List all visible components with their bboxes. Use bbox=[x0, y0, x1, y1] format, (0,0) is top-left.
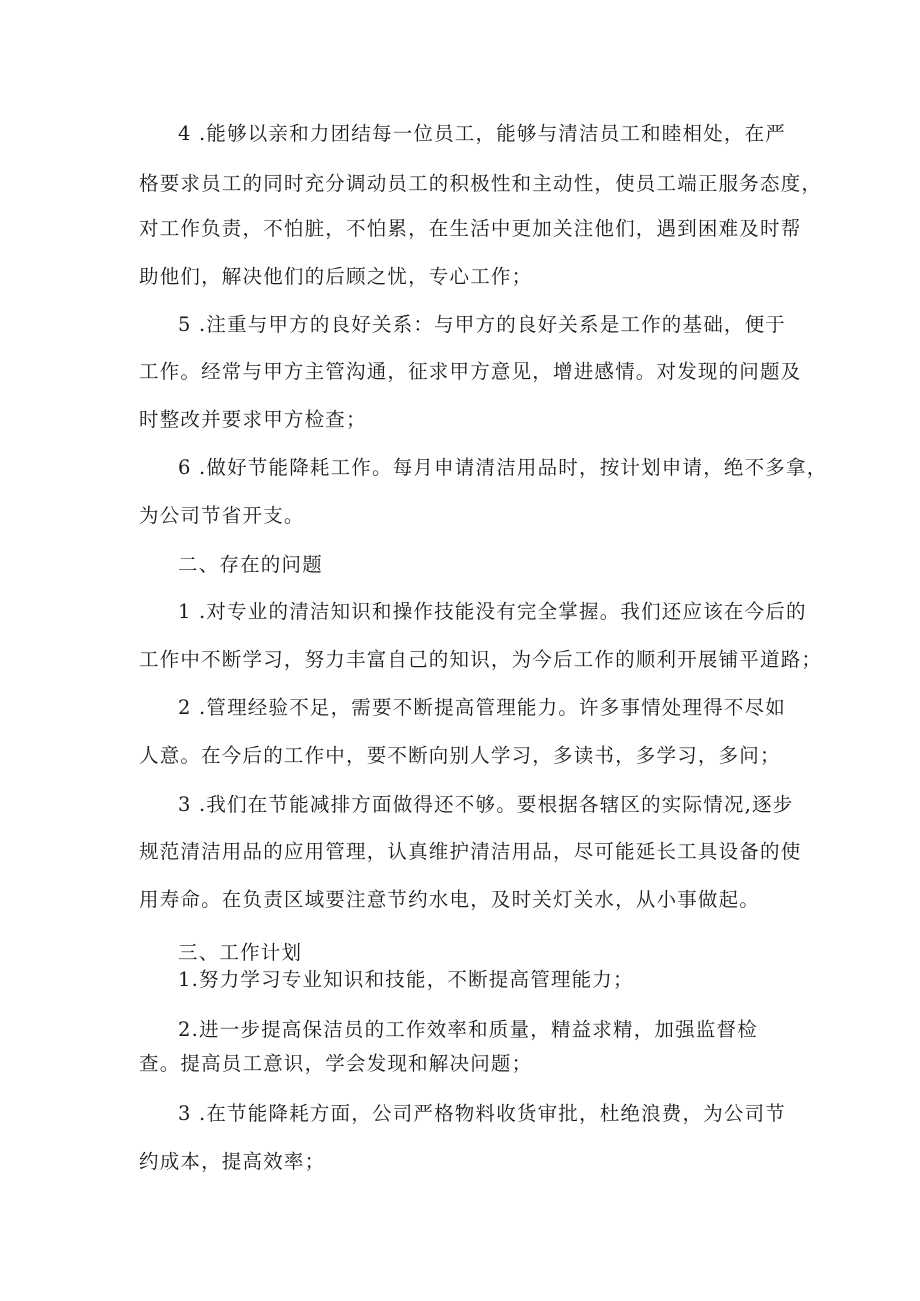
section-heading-work-plan: 三、工作计划 bbox=[178, 941, 303, 964]
plan-3-line-1: 3 .在节能降耗方面，公司严格物料收货审批，杜绝浪费，为公司节 bbox=[178, 1102, 787, 1125]
problem-3-line-3: 用寿命。在负责区域要注意节约水电，及时关灯关水，从小事做起。 bbox=[139, 888, 761, 911]
paragraph-5-line-1: 5 .注重与甲方的良好关系：与甲方的良好关系是工作的基础，便于 bbox=[178, 313, 787, 336]
plan-1-line-1: 1.努力学习专业知识和技能，不断提高管理能力； bbox=[178, 968, 634, 991]
problem-2-line-1: 2 .管理经验不足，需要不断提高管理能力。许多事情处理得不尽如 bbox=[178, 696, 787, 719]
paragraph-4-line-4: 助他们，解决他们的后顾之忧，专心工作； bbox=[139, 265, 533, 288]
section-heading-problems: 二、存在的问题 bbox=[178, 553, 323, 576]
plan-3-line-2: 约成本，提高效率； bbox=[139, 1150, 326, 1173]
paragraph-5-line-3: 时整改并要求甲方检查； bbox=[139, 408, 367, 431]
problem-3-line-2: 规范清洁用品的应用管理，认真维护清洁用品，尽可能延长工具设备的使 bbox=[139, 840, 802, 863]
plan-2-line-2: 查。提高员工意识，学会发现和解决问题； bbox=[139, 1052, 533, 1075]
paragraph-4-line-1: 4 .能够以亲和力团结每一位员工，能够与清洁员工和睦相处，在严 bbox=[178, 122, 787, 145]
paragraph-4-line-2: 格要求员工的同时充分调动员工的积极性和主动性，使员工端正服务态度， bbox=[139, 172, 823, 195]
problem-1-line-1: 1 .对专业的清洁知识和操作技能没有完全掌握。我们还应该在今后的 bbox=[178, 600, 807, 623]
problem-1-line-2: 工作中不断学习，努力丰富自己的知识，为今后工作的顺利开展铺平道路； bbox=[139, 648, 823, 671]
paragraph-4-line-3: 对工作负责，不怕脏，不怕累，在生活中更加关注他们，遇到困难及时帮 bbox=[139, 217, 802, 240]
problem-2-line-2: 人意。在今后的工作中，要不断向别人学习，多读书，多学习，多问； bbox=[139, 744, 781, 767]
paragraph-5-line-2: 工作。经常与甲方主管沟通，征求甲方意见，增进感情。对发现的问题及 bbox=[139, 360, 802, 383]
problem-3-line-1: 3 .我们在节能减排方面做得还不够。要根据各辖区的实际情况,逐步 bbox=[178, 793, 794, 816]
paragraph-6-line-2: 为公司节省开支。 bbox=[139, 504, 305, 527]
plan-2-line-1: 2.进一步提高保洁员的工作效率和质量，精益求精，加强监督检 bbox=[178, 1018, 758, 1041]
paragraph-6-line-1: 6 .做好节能降耗工作。每月申请清洁用品时，按计划申请，绝不多拿， bbox=[178, 456, 828, 479]
